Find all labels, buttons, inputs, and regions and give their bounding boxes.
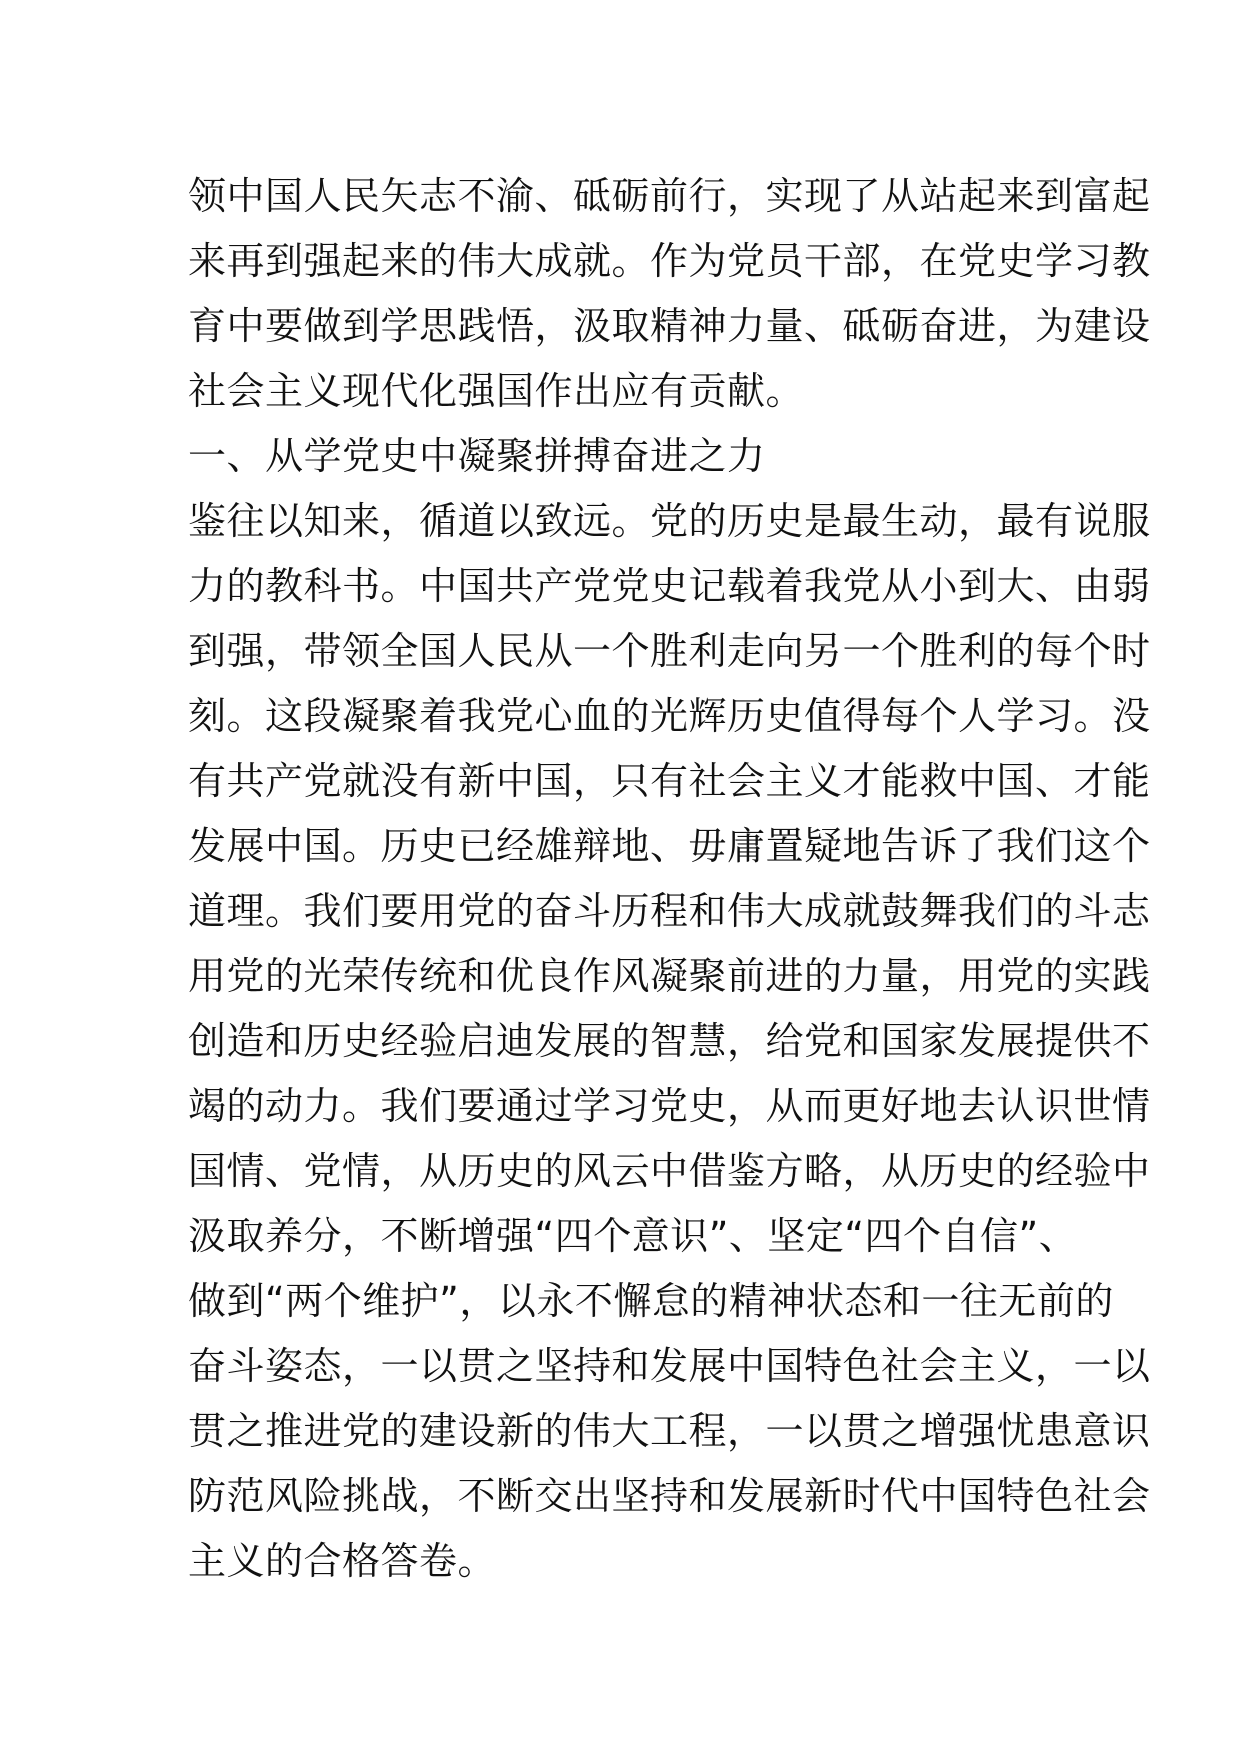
text-line: 育中要做到学思践悟，汲取精神力量、砥砺奋进，为建设 — [188, 304, 1151, 348]
text-line: 汲取养分，不断增强“四个意识”、坚定“四个自信”、 — [188, 1214, 1078, 1258]
text-line: 领中国人民矢志不渝、砥砺前行，实现了从站起来到富起 — [188, 174, 1151, 218]
text-line: 国情、党情，从历史的风云中借鉴方略，从历史的经验中 — [188, 1149, 1151, 1193]
text-line: 道理。我们要用党的奋斗历程和伟大成就鼓舞我们的斗志 — [188, 889, 1151, 933]
text-line: 做到“两个维护”，以永不懈怠的精神状态和一往无前的 — [188, 1279, 1114, 1323]
text-line: 鉴往以知来，循道以致远。党的历史是最生动，最有说服 — [188, 499, 1151, 543]
document-body — [188, 164, 1151, 1594]
text-line: 竭的动力。我们要通过学习党史，从而更好地去认识世情 — [188, 1084, 1151, 1128]
text-line: 创造和历史经验启迪发展的智慧，给党和国家发展提供不 — [188, 1019, 1151, 1063]
text-line: 用党的光荣传统和优良作风凝聚前进的力量，用党的实践 — [188, 954, 1151, 998]
text-line: 贯之推进党的建设新的伟大工程，一以贯之增强忧患意识 — [188, 1409, 1151, 1453]
section-heading: 一、从学党史中凝聚拼搏奋进之力 — [188, 434, 766, 478]
text-line: 刻。这段凝聚着我党心血的光辉历史值得每个人学习。没 — [188, 694, 1151, 738]
text-line: 奋斗姿态，一以贯之坚持和发展中国特色社会主义，一以 — [188, 1344, 1151, 1388]
text-line: 来再到强起来的伟大成就。作为党员干部，在党史学习教 — [188, 239, 1151, 283]
text-line: 防范风险挑战，不断交出坚持和发展新时代中国特色社会 — [188, 1474, 1151, 1518]
text-line: 有共产党就没有新中国，只有社会主义才能救中国、才能 — [188, 759, 1151, 803]
text-line: 力的教科书。中国共产党党史记载着我党从小到大、由弱 — [188, 564, 1151, 608]
text-line: 发展中国。历史已经雄辩地、毋庸置疑地告诉了我们这个 — [188, 824, 1151, 868]
text-line: 主义的合格答卷。 — [188, 1539, 497, 1583]
text-line: 社会主义现代化强国作出应有贡献。 — [188, 369, 805, 413]
text-line: 到强，带领全国人民从一个胜利走向另一个胜利的每个时 — [188, 629, 1151, 673]
